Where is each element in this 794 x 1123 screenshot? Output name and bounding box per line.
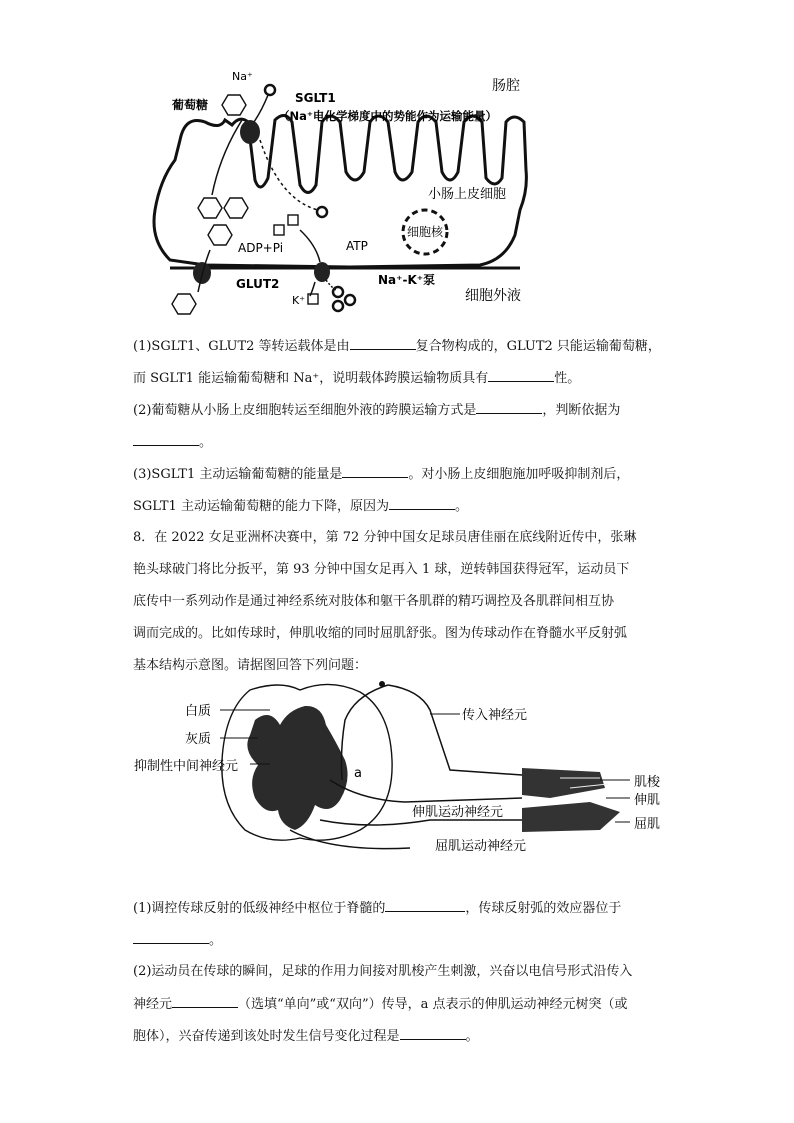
q7-part3-line2: SGLT1 主动运输葡萄糖的能力下降，原因为 。 (133, 496, 673, 517)
fig2-spindle: 肌梭 (634, 775, 661, 790)
fig1-na-label: Na⁺ (232, 70, 253, 83)
q8-blank-4[interactable] (400, 1026, 466, 1040)
fig1-k-label: K⁺ (292, 294, 306, 307)
q7-blank-5[interactable] (342, 464, 408, 478)
q8-stem-line4: 调而完成的。比如传球时，伸肌收缩的同时屈肌舒张。图为传球动作在脊髓水平反射弧 (133, 626, 628, 641)
q8-part1-line2: 。 (133, 930, 673, 951)
extensor-muscle (522, 768, 605, 798)
flexor-muscle (522, 802, 620, 832)
fig2-extensor: 伸肌 (634, 793, 661, 808)
q8-blank-1[interactable] (385, 898, 465, 912)
q7-blank-2[interactable] (488, 368, 554, 382)
fig1-sglt1-note: （Na⁺电化学梯度中的势能作为运输能量） (278, 109, 497, 123)
fig2-gray-matter: 灰质 (185, 732, 212, 747)
fig1-adp-label: ADP+Pi (238, 241, 284, 255)
q7-part3-line1: (3)SGLT1 主动运输葡萄糖的能量是 。对小肠上皮细胞施加呼吸抑制剂后， (133, 464, 673, 485)
q8-part2-line2: 神经元 （选填“单向”或“双向”）传导，a 点表示的伸肌运动神经元树突（或 (133, 994, 673, 1015)
fig2-inhibitory: 抑制性中间神经元 (134, 759, 239, 774)
fig1-epithelial-label: 小肠上皮细胞 (428, 187, 507, 202)
q8-stem-line1: 8．在 2022 女足亚洲杯决赛中，第 72 分钟中国女足球员唐佳丽在底线附近传中，张琳 (133, 530, 637, 545)
fig2-flexor: 屈肌 (634, 817, 661, 832)
fig1-extracellular-label: 细胞外液 (465, 288, 521, 304)
na-k-pump (314, 262, 330, 282)
fig1-pump-label: Na⁺-K⁺泵 (378, 273, 436, 287)
q7-blank-1[interactable] (350, 336, 416, 350)
fig2-extensor-motor: 伸肌运动神经元 (412, 805, 504, 820)
q7-blank-3[interactable] (476, 400, 542, 414)
fig2-point-a: a (354, 766, 362, 781)
fig1-nucleus-label: 细胞核 (407, 225, 444, 239)
fig1-sglt1-label: SGLT1 (295, 91, 336, 105)
q8-part2-line1: (2)运动员在传球的瞬间，足球的作用力间接对肌梭产生刺激，兴奋以电信号形式沿传入 (133, 964, 633, 979)
fig1-glucose-label: 葡萄糖 (172, 98, 209, 112)
q8-blank-3[interactable] (172, 994, 238, 1008)
fig2-flexor-motor: 屈肌运动神经元 (435, 839, 527, 854)
q7-part2-line2: 。 (133, 432, 673, 453)
q7-part2-line1: (2)葡萄糖从小肠上皮细胞转运至细胞外液的跨膜运输方式是 ，判断依据为 (133, 400, 673, 421)
q8-part1-line1: (1)调控传球反射的低级神经中枢位于脊髓的 ，传球反射弧的效应器位于 (133, 898, 673, 919)
fig1-glut2-label: GLUT2 (236, 277, 280, 291)
figure-intestinal-cell (150, 60, 570, 320)
q7-part1-line1: (1)SGLT1、GLUT2 等转运载体是由 复合物构成的，GLUT2 只能运输葡萄糖， (133, 336, 673, 357)
fig2-white-matter: 白质 (185, 704, 212, 719)
gray-matter (247, 706, 347, 830)
fig1-atp-label: ATP (346, 239, 368, 253)
q7-blank-6[interactable] (389, 496, 455, 510)
sglt1-carrier (240, 120, 260, 144)
q7-blank-4[interactable] (133, 432, 199, 446)
q8-stem-line2: 艳头球破门将比分扳平，第 93 分钟中国女足再入 1 球，逆转韩国获得冠军，运动员下 (133, 562, 630, 577)
fig2-afferent: 传入神经元 (462, 708, 528, 723)
fig1-lumen-label: 肠腔 (492, 78, 520, 94)
q8-part2-line3: 胞体），兴奋传递到该处时发生信号变化过程是 。 (133, 1026, 673, 1047)
q8-stem-line5: 基本结构示意图。请据图回答下列问题： (133, 658, 368, 673)
q7-part1-line2: 而 SGLT1 能运输葡萄糖和 Na⁺，说明载体跨膜运输物质具有 性。 (133, 368, 673, 389)
q8-blank-2[interactable] (133, 930, 209, 944)
figure-reflex-arc (130, 680, 680, 860)
q8-stem-line3: 底传中一系列动作是通过神经系统对肢体和躯干各肌群的精巧调控及各肌群间相互协 (133, 594, 615, 609)
